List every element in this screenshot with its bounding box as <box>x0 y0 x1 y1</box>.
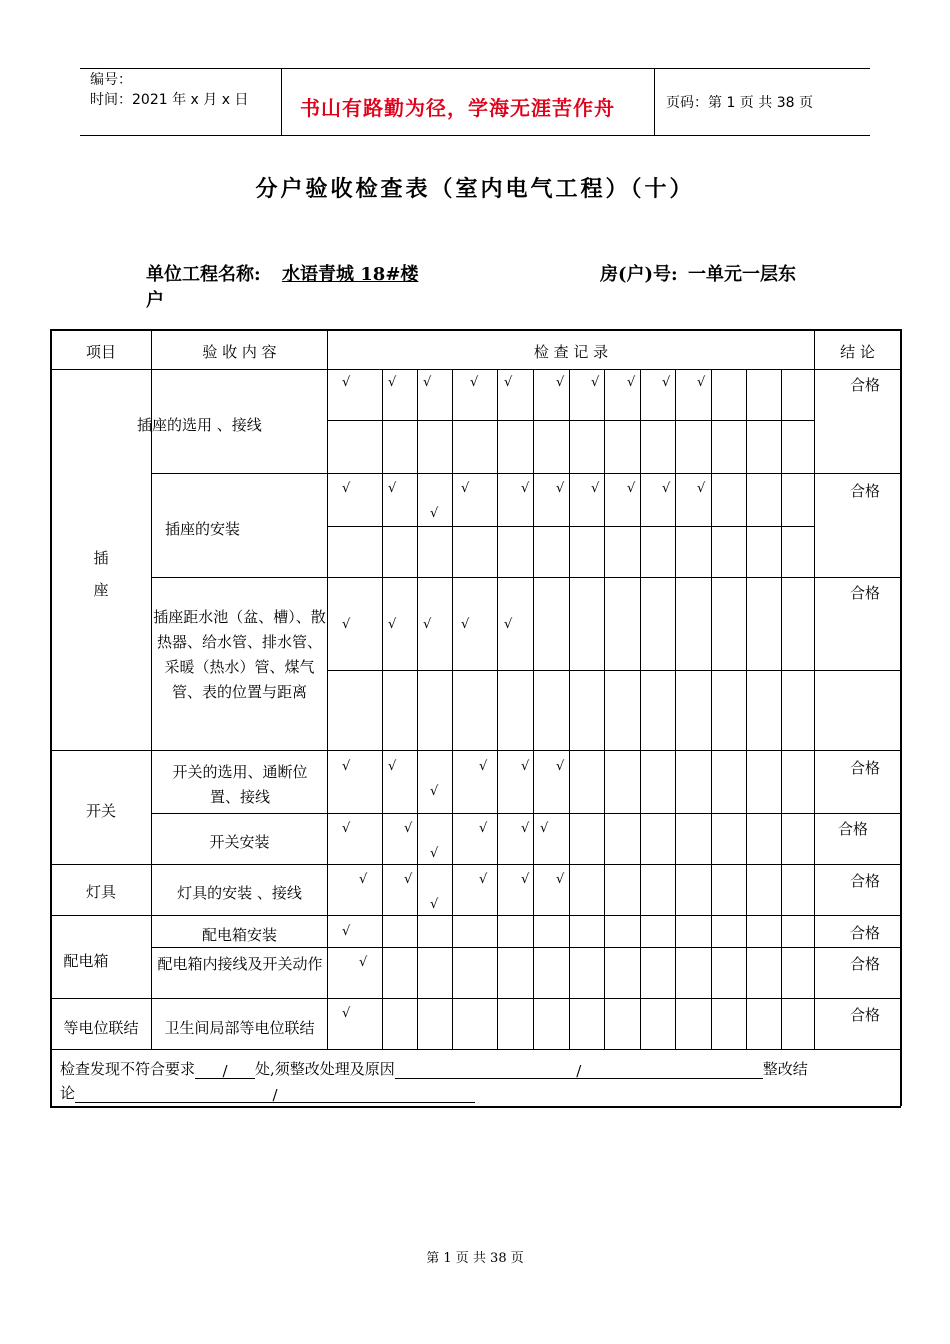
header-item: 项目 <box>85 343 116 361</box>
check-mark: √ <box>388 759 397 774</box>
row-result-socket-distance: 合格 <box>850 584 881 602</box>
unit-name-text: 水语青城 18#楼 <box>282 264 419 285</box>
table-border-right <box>900 329 902 1106</box>
check-mark: √ <box>697 481 706 496</box>
table-record-col-2 <box>417 369 418 1049</box>
check-mark: √ <box>388 481 397 496</box>
row-result-equipotential: 合格 <box>850 1006 881 1024</box>
check-mark: √ <box>404 821 413 836</box>
check-mark: √ <box>479 821 488 836</box>
bottom-note-line1 <box>60 1058 895 1079</box>
check-mark: √ <box>423 617 432 632</box>
table-record-col-3 <box>452 369 453 1049</box>
check-mark: √ <box>591 481 600 496</box>
check-mark: √ <box>479 872 488 887</box>
check-mark: √ <box>342 759 351 774</box>
row-content-equipotential: 卫生间局部等电位联结 <box>164 1019 315 1037</box>
table-record-col-12 <box>781 369 782 1049</box>
check-mark: √ <box>404 872 413 887</box>
check-mark: √ <box>556 759 565 774</box>
check-mark: √ <box>342 617 351 632</box>
check-mark: √ <box>388 617 397 632</box>
check-mark: √ <box>504 617 513 632</box>
check-mark: √ <box>556 872 565 887</box>
check-mark: √ <box>521 481 530 496</box>
check-mark: √ <box>461 481 470 496</box>
table-record-col-1 <box>382 369 383 1049</box>
check-mark: √ <box>504 375 513 390</box>
group-equipotential: 等电位联结 <box>63 1019 139 1037</box>
check-mark: √ <box>521 759 530 774</box>
check-mark: √ <box>423 375 432 390</box>
header-conclusion: 结 论 <box>840 343 875 361</box>
check-mark: √ <box>342 821 351 836</box>
note-reason: / <box>395 1062 763 1079</box>
check-mark: √ <box>388 375 397 390</box>
table-subrule-2 <box>328 526 815 527</box>
table-col-conclusion <box>814 329 815 1049</box>
row-content-socket-install: 插座的安装 <box>165 520 241 538</box>
check-mark: √ <box>430 506 439 521</box>
page-title: 分户验收检查表（室内电气工程）（十） <box>255 176 695 202</box>
header-motto: 书山有路勤为径，学海无涯苦作舟 <box>300 96 615 120</box>
check-mark: √ <box>342 375 351 390</box>
table-record-col-6 <box>569 369 570 1049</box>
table-record-col-4 <box>497 369 498 1049</box>
table-rule-dist-2 <box>151 947 900 948</box>
header-time: 时间：2021 年 x 月 x 日 <box>90 92 249 108</box>
check-mark: √ <box>591 375 600 390</box>
table-rule-dist <box>50 915 900 916</box>
row-result-switch-install: 合格 <box>838 820 869 838</box>
row-content-lamp: 灯具的安装 、接线 <box>177 884 302 902</box>
group-socket: 插 座 <box>93 549 109 599</box>
check-mark: √ <box>359 872 368 887</box>
group-lamp: 灯具 <box>85 883 116 901</box>
check-mark: √ <box>342 1006 351 1021</box>
row-result-dist-install: 合格 <box>850 924 881 942</box>
header-content: 验 收 内 容 <box>202 343 277 361</box>
header-page-info: 页码：第 1 页 共 38 页 <box>666 95 813 111</box>
check-mark: √ <box>556 481 565 496</box>
bottom-note-line2 <box>60 1082 475 1103</box>
table-col-content <box>327 329 328 1049</box>
row-result-dist-wiring: 合格 <box>850 955 881 973</box>
check-mark: √ <box>521 872 530 887</box>
room-value: 一单元一层东 <box>688 264 796 285</box>
check-mark: √ <box>359 955 368 970</box>
row-result-switch-select: 合格 <box>850 759 881 777</box>
header-number: 编号： <box>90 72 132 88</box>
table-record-col-8 <box>640 369 641 1049</box>
table-subrule-1 <box>328 420 815 421</box>
check-mark: √ <box>342 924 351 939</box>
check-mark: √ <box>470 375 479 390</box>
row-content-switch-select: 开关的选用、通断位置、接线 <box>172 763 308 806</box>
row-content-dist-wiring: 配电箱内接线及开关动作 <box>157 955 323 973</box>
check-mark: √ <box>556 375 565 390</box>
table-border-top <box>50 329 901 331</box>
table-record-col-10 <box>711 369 712 1049</box>
note-text-4: 论 <box>60 1084 76 1102</box>
note-count: / <box>195 1062 255 1079</box>
table-record-col-7 <box>604 369 605 1049</box>
check-mark: √ <box>662 481 671 496</box>
row-result-lamp: 合格 <box>850 872 881 890</box>
table-border-bottom <box>50 1106 901 1108</box>
check-mark: √ <box>461 617 470 632</box>
check-mark: √ <box>430 897 439 912</box>
row-content-socket-select: 插座的选用 、接线 <box>137 416 262 434</box>
table-rule-socket-2 <box>151 473 900 474</box>
row-content-dist-install: 配电箱安装 <box>201 926 277 944</box>
table-rule-switch <box>50 750 900 751</box>
table-rule-lamp <box>50 864 900 865</box>
check-mark: √ <box>430 846 439 861</box>
group-dist-box: 配电箱 <box>63 952 109 970</box>
check-mark: √ <box>342 481 351 496</box>
table-rule-equip <box>50 998 900 999</box>
note-text-1: 检查发现不符合要求 <box>60 1060 196 1078</box>
table-record-col-9 <box>675 369 676 1049</box>
table-border-left <box>50 329 52 1106</box>
check-mark: √ <box>430 784 439 799</box>
table-rule-socket-3 <box>151 577 900 578</box>
check-mark: √ <box>627 481 636 496</box>
room-label: 房(户)号: <box>600 264 678 285</box>
unit-name-label: 单位工程名称: <box>146 264 261 285</box>
table-rule-note <box>50 1049 900 1050</box>
check-mark: √ <box>521 821 530 836</box>
check-mark: √ <box>627 375 636 390</box>
room-value-cont: 户 <box>146 290 164 311</box>
header-record: 检 查 记 录 <box>533 343 609 361</box>
check-mark: √ <box>479 759 488 774</box>
row-content-socket-distance: 插座距水池（盆、槽）、散热器、给水管、排水管、采暖（热水）管、煤气管、表的位置与距离 <box>153 608 326 701</box>
check-mark: √ <box>540 821 549 836</box>
table-rule-header <box>50 369 900 370</box>
note-text-3: 整改结 <box>762 1060 808 1078</box>
group-switch: 开关 <box>85 802 116 820</box>
table-record-col-11 <box>746 369 747 1049</box>
table-record-col-5 <box>533 369 534 1049</box>
row-result-socket-install: 合格 <box>850 482 881 500</box>
page-footer: 第 1 页 共 38 页 <box>426 1251 524 1266</box>
note-text-2: 处,须整改处理及原因 <box>255 1060 395 1078</box>
row-result-socket-select: 合格 <box>850 376 881 394</box>
check-mark: √ <box>662 375 671 390</box>
table-rule-switch-2 <box>151 813 900 814</box>
check-mark: √ <box>697 375 706 390</box>
row-content-switch-install: 开关安装 <box>209 833 270 851</box>
note-conclusion: / <box>75 1086 475 1103</box>
